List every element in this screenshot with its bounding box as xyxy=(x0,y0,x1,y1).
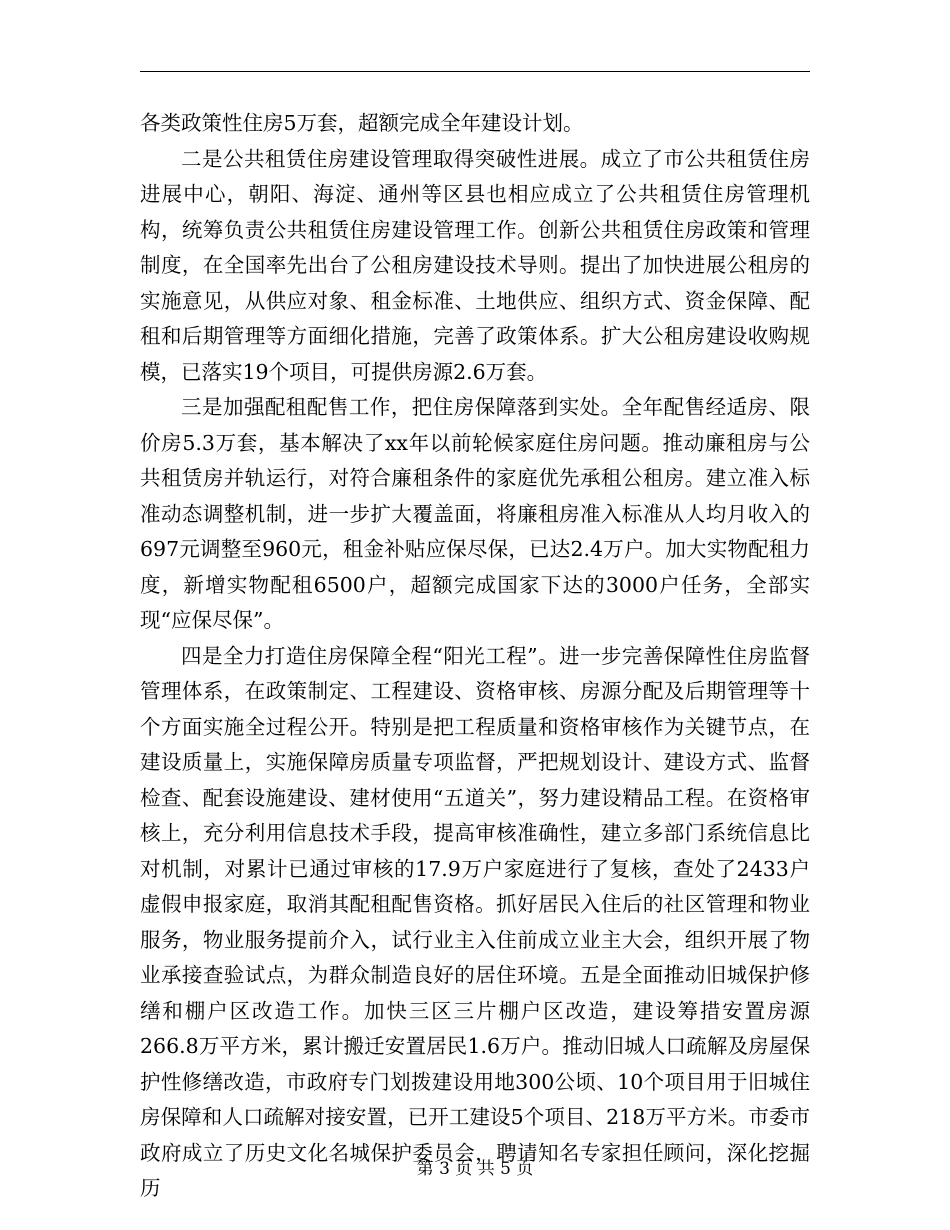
page-number-footer: 第 3 页 共 5 页 xyxy=(416,1159,534,1179)
header-rule xyxy=(140,71,810,72)
paragraph-allocation: 三是加强配租配售工作，把住房保障落到实处。全年配售经适房、限价房5.3万套，基本解决了xx年以前轮候家庭住房问题。推动廉租房与公共租赁房并轨运行，对符合廉租条件的家庭优先承租公租房。建立准入标准动态调整机制，进一步扩大覆盖面，将廉租房准入标准从人均月收入的697元调整至960元，租金补贴应保尽保，已达2.4万户。加大实物配租力度，新增实物配租6500户，超额完成国家下达的3000户任务，全部实现“应保尽保”。 xyxy=(140,395,810,632)
paragraph-sunshine-project: 四是全力打造住房保障全程“阳光工程”。进一步完善保障性住房监督管理体系，在政策制定、工程建设、资格审核、房源分配及后期管理等十个方面实施全过程公开。特别是把工程质量和资格审核作为关键节点，在建设质量上，实施保障房质量专项监督，严把规划设计、建设方式、监督检查、配套设施建设、建材使用“五道关”，努力建设精品工程。在资格审核上，充分利用信息技术手段，提高审核准确性，建立多部门系统信息比对机制，对累计已通过审核的17.9万户家庭进行了复核，查处了2433户虚假申报家庭，取消其配租配售资格。抓好居民入住后的社区管理和物业服务，物业服务提前介入，试行业主入住前成立业主大会，组织开展了物业承接查验试点，为群众制造良好的居住环境。五是全面推动旧城保护修缮和棚户区改造工作。加快三区三片棚户区改造，建设筹措安置房源266.8万平方米，累计搬迁安置居民1.6万户。推动旧城人口疏解及房屋保护性修缮改造，市政府专门划拨建设用地300公顷、10个项目用于旧城住房保障和人口疏解对接安置，已开工建设5个项目、218万平方米。市委市政府成立了历史文化名城保护委员会，聘请知名专家担任顾问，深化挖掘历 xyxy=(140,643,810,1200)
document-body xyxy=(140,106,810,1207)
paragraph-public-rental: 二是公共租赁住房建设管理取得突破性进展。成立了市公共租赁住房进展中心，朝阳、海淀、通州等区县也相应成立了公共租赁住房管理机构，统筹负责公共租赁住房建设管理工作。创新公共租赁住房政策和管理制度，在全国率先出台了公租房建设技术导则。提出了加快进展公租房的实施意见，从供应对象、租金标准、土地供应、组织方式、资金保障、配租和后期管理等方面细化措施，完善了政策体系。扩大公租房建设收购规模，已落实19个项目，可提供房源2.6万套。 xyxy=(140,146,810,384)
paragraph-continuation: 各类政策性住房5万套，超额完成全年建设计划。 xyxy=(140,111,584,135)
